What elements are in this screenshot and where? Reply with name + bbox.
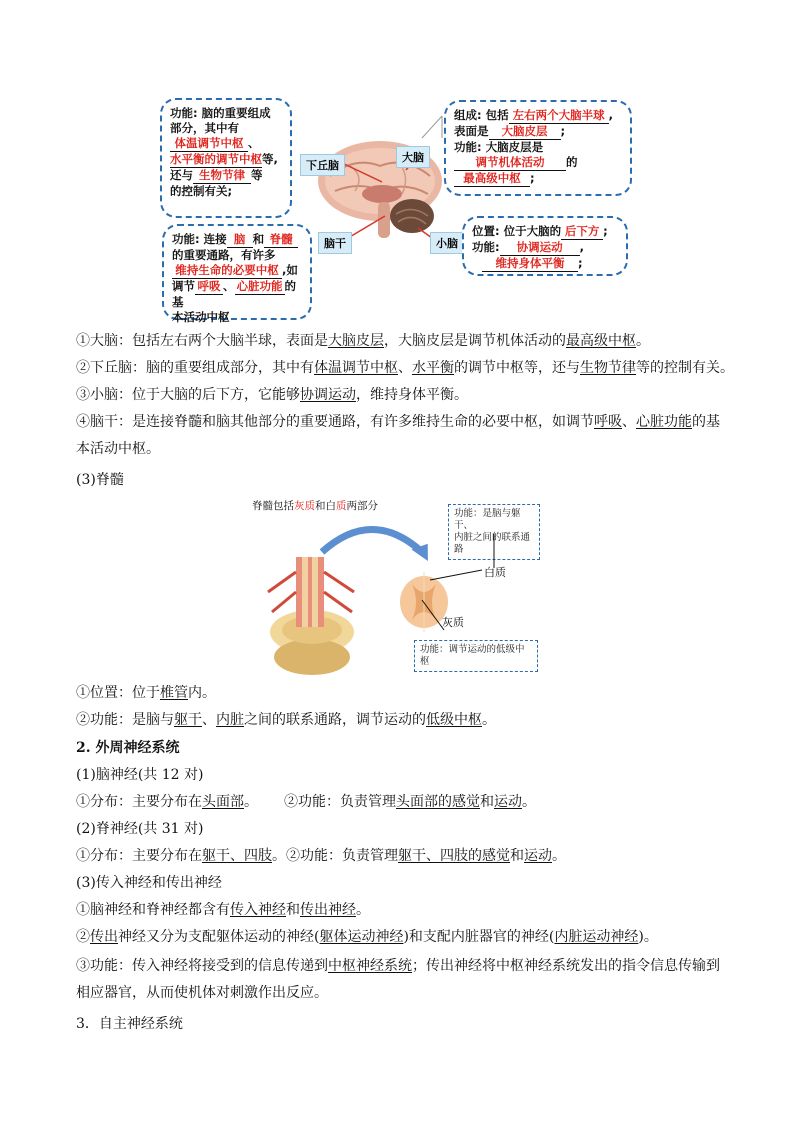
box-text: 功能: 脑的重要组成 [170,106,271,120]
text: ②下丘脑：脑的重要组成部分，其中有 [76,360,314,376]
text: 神经又分为支配躯体运动的神经( [118,929,320,945]
box-text: 位置: 位于大脑的 [472,224,562,238]
brainstem-box [162,224,312,324]
text: ，维持身体平衡。 [356,387,468,403]
underlined-term: 躯干、四肢 [202,848,272,864]
afferent-efferent-line3-cont: 相应器官，从而使机体对刺激作出反应。 [76,985,328,1001]
text: 白 [325,500,336,512]
underlined-term: 呼吸 [594,414,622,430]
text: 、 [398,360,412,376]
text: 两部分 [346,500,378,512]
text: 的基 [692,414,720,430]
box-text: 的重要通路，有许多 [172,248,276,262]
box-text: , [608,108,613,122]
text: ①分布：主要分布在 [76,794,202,810]
answer-fill: 心脏功能 [236,279,283,293]
brain-figure [160,98,634,324]
box-text: 本活动中枢 [172,310,230,324]
text: ①分布：主要分布在 [76,848,202,864]
box-text: 、 [223,279,235,293]
text: 之间的联系通路，调节运动的 [244,712,426,728]
underlined-term: 头面部 [202,794,244,810]
box-text: 的控制有关; [170,184,233,198]
answer-fill: 脑 [227,232,253,248]
box-text: 等 [251,168,263,182]
answer-fill: 左右两个大脑半球 [509,108,609,124]
box-text: 等, [262,152,278,166]
box-text: 的基 [172,279,296,309]
text: ②功能：负责管理 [284,794,396,810]
underlined-term: 运动 [524,848,552,864]
box-text: ; [603,224,608,238]
text: 内脏之间的联系通路 [454,532,531,555]
label-gray-matter: 灰质 [442,616,464,629]
underlined-term: 头面部的感觉 [396,794,480,810]
text: 灰质 [294,500,315,512]
box-text: 和 [252,232,265,246]
text: 等的控制有关。 [636,360,734,376]
box-text: 功能: 连接 [172,232,227,246]
text: 。 [636,333,650,349]
underlined-term: 水平衡 [412,360,454,376]
box-text: ; [530,171,535,185]
label-white-matter: 白质 [484,566,506,579]
para-cerebrum [76,331,650,351]
text: 。②功能：负责管理 [272,848,398,864]
box-text: , [579,240,584,254]
underlined-term: 传入神经 [230,902,286,918]
text: 和 [315,500,326,512]
para-brainstem-cont: 本活动中枢。 [76,441,160,457]
text: )和支配内脏器官的神经( [403,929,555,945]
answer-fill: 大脑皮层 [489,124,561,140]
text: ③小脑：位于大脑的后下方，它能够 [76,387,300,403]
box-text: 功能: [472,240,500,254]
cranial-heading: (1)脑神经(共 12 对) [76,767,204,783]
para-cerebellum [76,385,468,405]
spinal-position [76,683,216,703]
box-text: 部分，其中有 [170,121,239,135]
underlined-term: 内脏运动神经 [554,929,639,945]
text: 、 [202,712,216,728]
underlined-term: 协调运动 [300,387,356,403]
para-hypothalamus [76,358,734,378]
text: ② [76,929,90,945]
afferent-efferent-heading: (3)传入神经和传出神经 [76,875,222,891]
answer-fill: 协调运动 [500,240,580,256]
box-text: ; [560,124,566,138]
spinal-function [76,710,496,730]
text: ②功能：是脑与 [76,712,174,728]
text: 功能：是脑与躯干、 [454,508,521,531]
text: 。 [522,794,536,810]
box-text: 调节 [172,279,195,293]
answer-fill: 维持身体平衡 [482,256,578,272]
answer-fill: 呼吸 [195,279,223,295]
text: 质 [336,500,347,512]
underlined-term: 生物节律 [580,360,636,376]
answer-fill: 生物节律 [193,168,251,184]
underlined-term: 躯干 [174,712,202,728]
text: 脊髓包括 [252,500,294,512]
cranial-line [76,792,536,812]
answer-fill: 脊髓 [264,232,298,248]
para-brainstem [76,412,720,432]
box-text: 表面是 [454,124,489,138]
underlined-term: 低级中枢 [426,712,482,728]
underlined-term: 内脏 [216,712,244,728]
text: ①大脑：包括左右两个大脑半球，表面是 [76,333,328,349]
tag-brainstem: 脑干 [318,232,352,254]
cerebrum-box [444,100,632,196]
text: 。 [482,712,496,728]
underlined-term: 运动 [494,794,522,810]
underlined-term: 躯体运动神经 [319,929,404,945]
text: ③功能：传入神经将接受到的信息传递到 [76,958,328,974]
afferent-efferent-line2 [76,927,658,947]
answer-fill: 维持生命的必要中枢 [172,263,282,279]
text: ④脑干：是连接脊髓和脑其他部分的重要通路，有许多维持生命的必要中枢，如调节 [76,414,594,430]
spinal-figure [252,492,542,678]
underlined-term: 大脑皮层 [328,333,384,349]
text: 。 [244,794,258,810]
cerebellum-box [462,216,628,276]
underlined-term: 心脏功能 [636,414,692,430]
text: 。 [356,902,370,918]
underlined-term: 传出 [90,929,118,945]
box-text: 还与 [170,168,193,182]
hypothalamus-box [160,98,292,218]
afferent-efferent-line3 [76,956,720,976]
tag-cerebellum: 小脑 [430,232,464,254]
box-text: 的 [566,155,578,169]
box-text: 、 [248,136,260,150]
heading-spinal-cord: (3)脊髓 [76,472,124,488]
answer-fill: 水平衡的调节中枢 [170,152,262,166]
underlined-term: 椎管 [160,685,188,701]
afferent-efferent-line1 [76,900,370,920]
answer-fill: 体温调节中枢 [170,136,248,152]
answer-fill: 最高级中枢 [454,171,530,187]
underlined-term: 躯干、四肢的感觉 [398,848,510,864]
section-2-title: 2. 外周神经系统 [76,740,180,756]
text: 的调节中枢等，还与 [454,360,580,376]
text: ①脑神经和脊神经都含有 [76,902,230,918]
underlined-term: 体温调节中枢 [314,360,398,376]
text: 和 [510,848,524,864]
box-text: ,如 [282,263,298,277]
text: 内。 [188,685,216,701]
text: ①位置：位于 [76,685,160,701]
text: 。 [552,848,566,864]
box-text: ; [578,256,583,270]
text: 、 [622,414,636,430]
text: ；传出神经将中枢神经系统发出的指令信息传输到 [412,958,720,974]
text: )。 [638,929,658,945]
section-3-title: 3．自主神经系统 [76,1016,183,1032]
spinal-nerve-line [76,846,566,866]
answer-fill: 后下方 [561,224,603,240]
text: ，大脑皮层是调节机体活动的 [384,333,566,349]
tag-hypothalamus: 下丘脑 [300,154,345,176]
spinal-function-box-bottom: 功能：调节运动的低级中枢 [414,640,538,672]
spinal-nerve-heading: (2)脊神经(共 31 对) [76,821,204,837]
tag-cerebrum: 大脑 [396,146,430,168]
underlined-term: 传出神经 [300,902,356,918]
text: 和 [480,794,494,810]
box-text: 功能: 大脑皮层是 [454,140,544,154]
underlined-term: 最高级中枢 [566,333,636,349]
box-text: 组成: 包括 [454,108,509,122]
underlined-term: 中枢神经系统 [328,958,412,974]
text: 和 [286,902,300,918]
answer-fill: 调节机体活动 [454,155,566,171]
